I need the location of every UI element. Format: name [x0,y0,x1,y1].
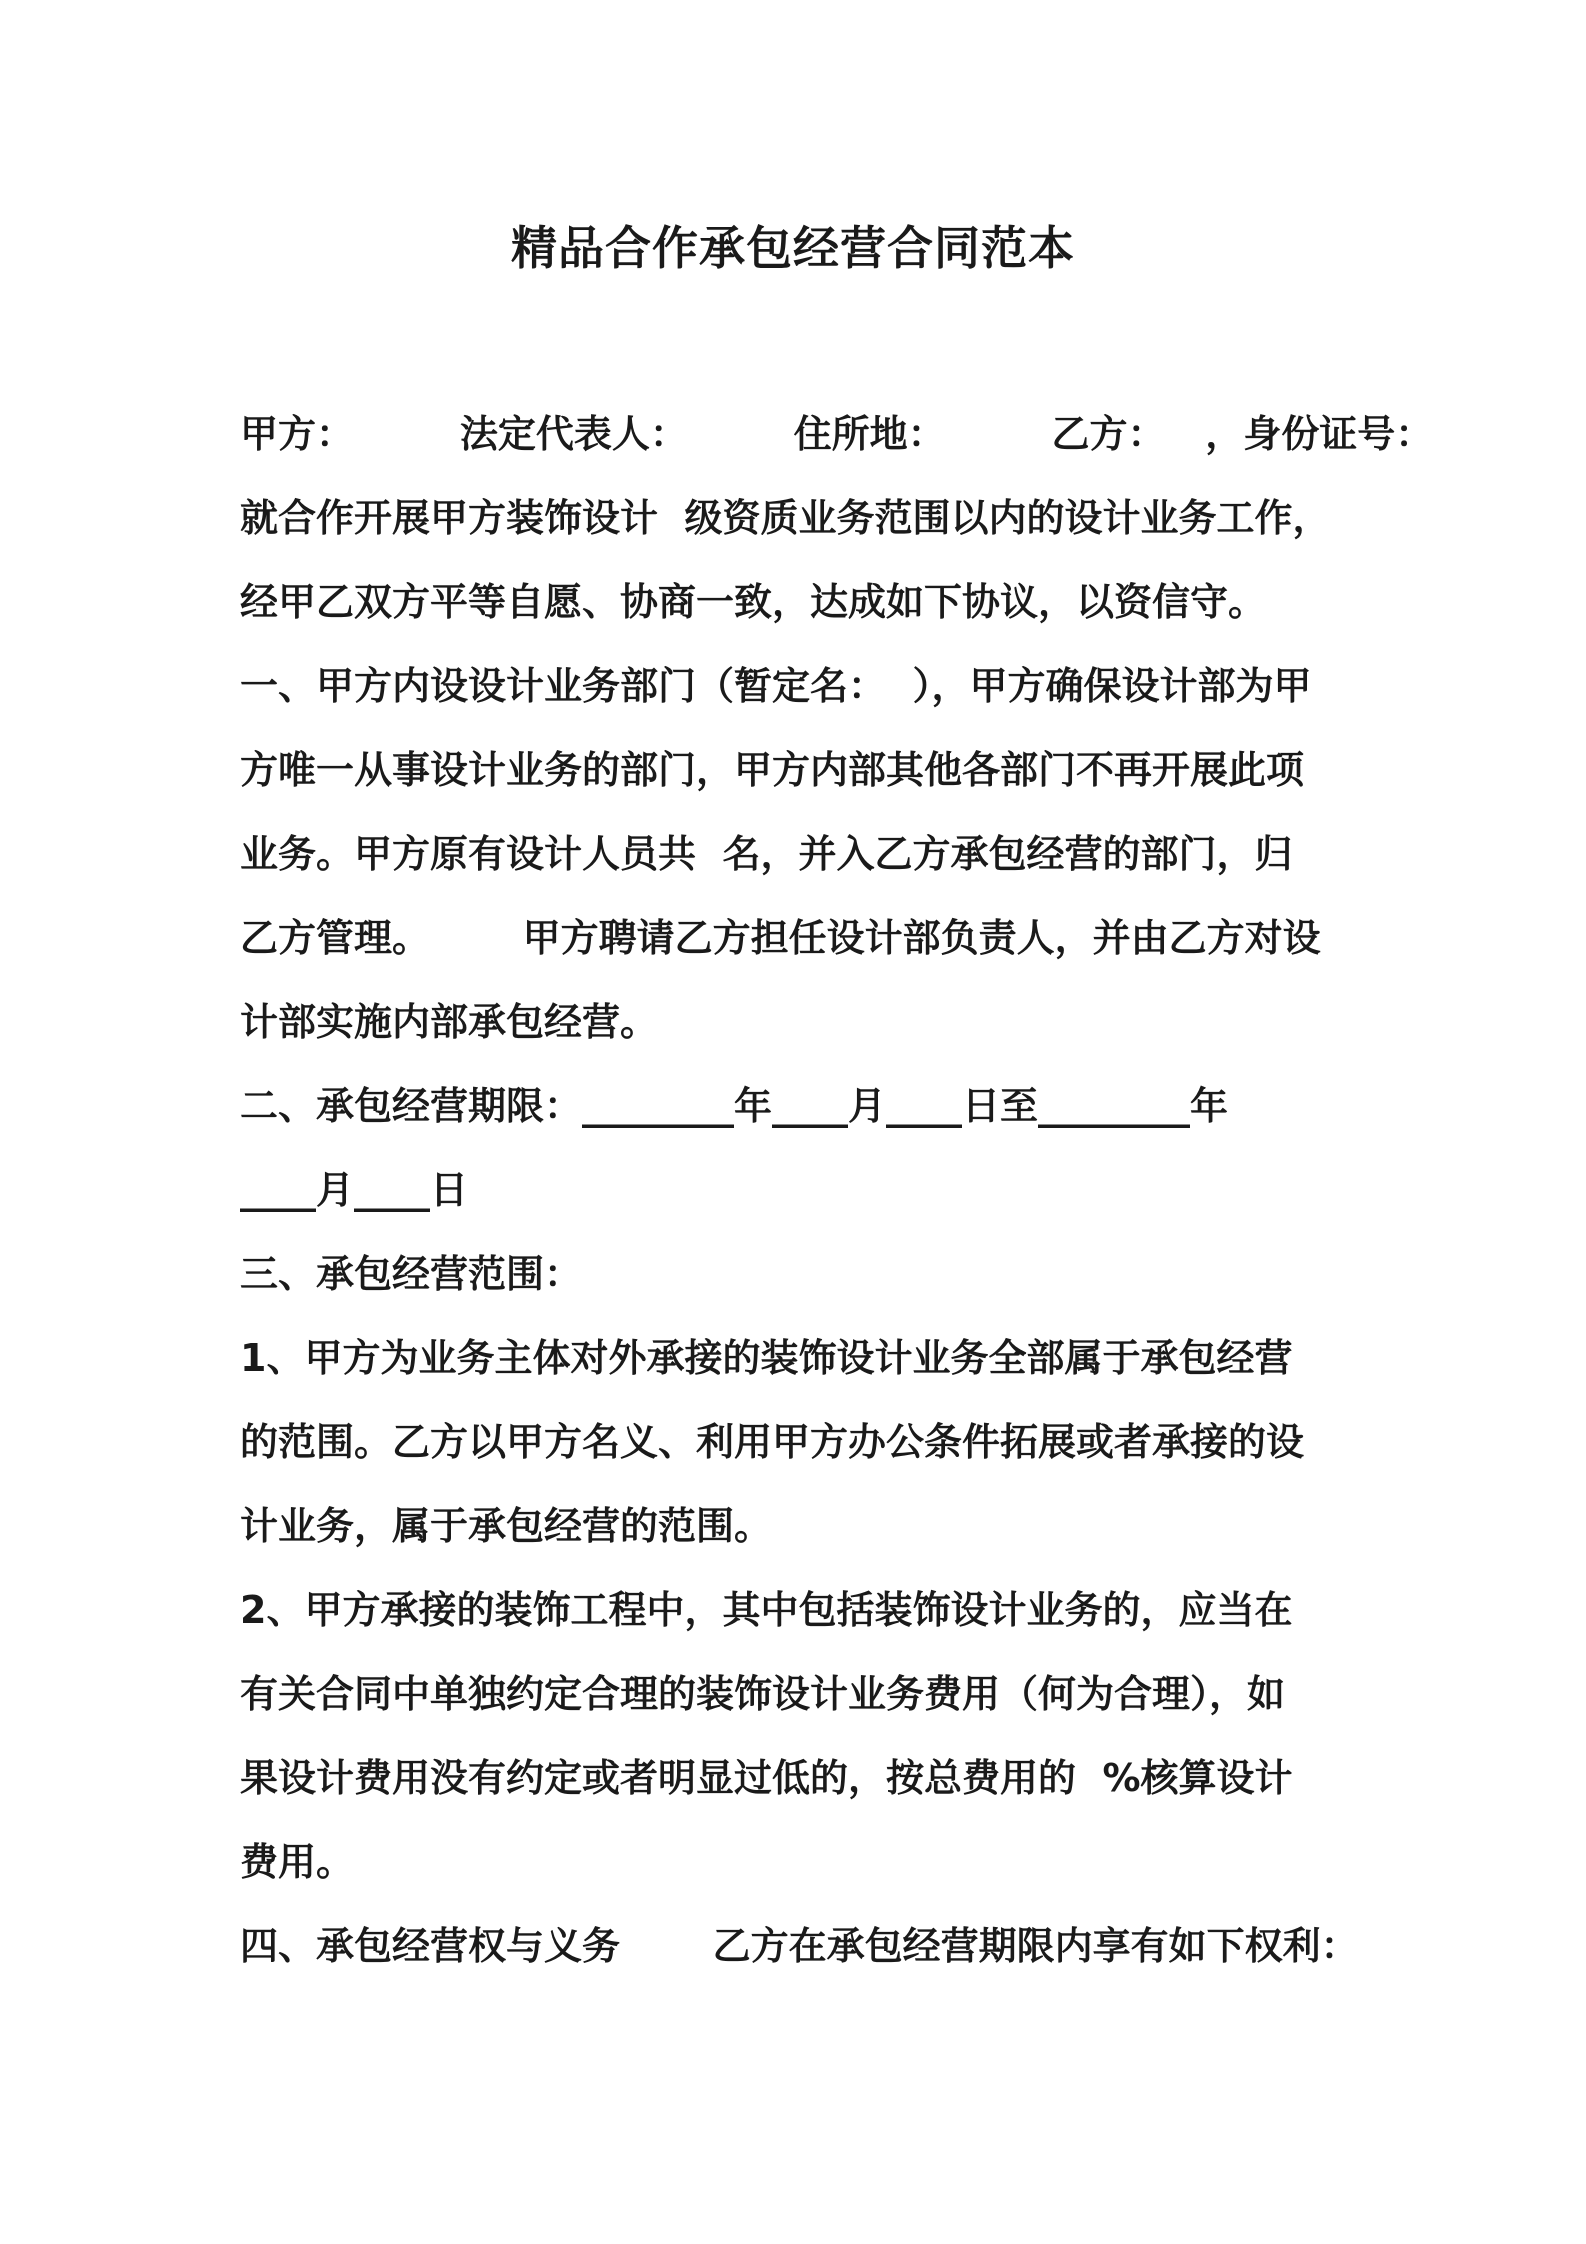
paragraph-line: 有关合同中单独约定合理的装饰设计业务费用（何为合理），如 [240,1672,1286,1716]
clause-4-line: 四、承包经营权与义务 乙方在承包经营期限内享有如下权利： [240,1924,1359,1968]
paragraph-line: 的范围。乙方以甲方名义、利用甲方办公条件拓展或者承接的设 [240,1420,1305,1464]
paragraph-line: 计业务，属于承包经营的范围。 [240,1504,773,1548]
paragraph-line: 业务。甲方原有设计人员共 名，并入乙方承包经营的部门，归 [240,832,1293,876]
item-1-line: 1、甲方为业务主体对外承接的装饰设计业务全部属于承包经营 [240,1336,1293,1380]
clause-1-line: 一、甲方内设设计业务部门（暂定名： ），甲方确保设计部为甲 [240,664,1312,708]
item-2-line: 2、甲方承接的装饰工程中，其中包括装饰设计业务的，应当在 [240,1588,1293,1632]
paragraph-line: 计部实施内部承包经营。 [240,1000,659,1044]
clause-3-line: 三、承包经营范围： [240,1252,583,1296]
paragraph-line: 乙方管理。 甲方聘请乙方担任设计部负责人，并由乙方对设 [240,916,1321,960]
paragraph-line: 就合作开展甲方装饰设计 级资质业务范围以内的设计业务工作， [240,496,1331,540]
clause-2-line: 二、承包经营期限：________年____月____日至________年 [240,1084,1229,1128]
document-title: 精品合作承包经营合同范本 [511,221,1075,275]
paragraph-line: 经甲乙双方平等自愿、协商一致，达成如下协议，以资信守。 [240,580,1267,624]
paragraph-line: 果设计费用没有约定或者明显过低的，按总费用的 %核算设计 [240,1756,1293,1800]
party-info-line: 甲方： 法定代表人： 住所地： 乙方： ，身份证号： [240,412,1434,456]
paragraph-line: 费用。 [240,1840,355,1884]
paragraph-line: ____月____日 [240,1168,469,1212]
paragraph-line: 方唯一从事设计业务的部门，甲方内部其他各部门不再开展此项 [240,748,1305,792]
